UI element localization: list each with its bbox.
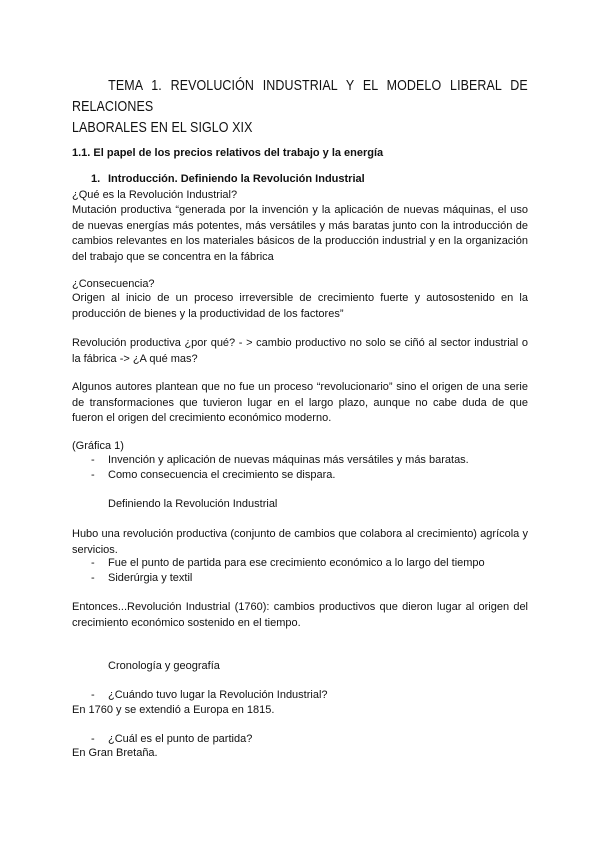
section-heading: 1.1. El papel de los precios relativos del trabajo y la energía bbox=[72, 147, 384, 159]
question-starting-point: ¿Cuál es el punto de partida? bbox=[108, 733, 253, 745]
bullet-dash: - bbox=[91, 469, 95, 481]
subsection-number: 1. bbox=[91, 173, 101, 185]
productive-changes-paragraph: Hubo una revolución productiva (conjunto de cambios que colabora al crecimiento) agrícola y servicios. bbox=[72, 528, 528, 556]
conclusion-paragraph: Entonces...Revolución Industrial (1760): cambios productivos que dieron lugar al origen del crecimiento económico sostenido en el tiempo. bbox=[72, 601, 528, 629]
list-item: Como consecuencia el crecimiento se dispara. bbox=[108, 469, 336, 481]
bullet-dash: - bbox=[91, 733, 95, 745]
productive-revolution-paragraph: Revolución productiva ¿por qué? - > cambio productivo no solo se ciñó al sector industrial o la fábrica -> ¿A qué mas? bbox=[72, 337, 528, 365]
bullet-dash: - bbox=[91, 557, 95, 569]
question-when: ¿Cuándo tuvo lugar la Revolución Industrial? bbox=[108, 689, 328, 701]
indented-heading-defining: Definiendo la Revolución Industrial bbox=[108, 498, 278, 510]
question-consequence: ¿Consecuencia? bbox=[72, 278, 155, 290]
title-line-1: TEMA 1. REVOLUCIÓN INDUSTRIAL Y EL MODELO LIBERAL DE RELACIONES bbox=[72, 78, 528, 115]
document-title bbox=[72, 76, 528, 139]
question-what-is: ¿Qué es la Revolución Industrial? bbox=[72, 189, 238, 201]
definition-paragraph: Mutación productiva “generada por la invención y la aplicación de nuevas máquinas, el uso de nuevas energías más potentes, más versátiles y más baratas junto con la introducción de cambios relevantes en los materiales básicos de la producción industrial y en la organización del trabajo que se concentra en la fábrica bbox=[72, 204, 528, 263]
answer-when: En 1760 y se extendió a Europa en 1815. bbox=[72, 704, 275, 716]
bullet-dash: - bbox=[91, 454, 95, 466]
list-item: Siderúrgia y textil bbox=[108, 572, 193, 584]
authors-paragraph: Algunos autores plantean que no fue un proceso “revolucionario” sino el origen de una serie de transformaciones que tuvieron lugar en el largo plazo, aunque no cabe duda de que fueron el origen del crecimiento económico moderno. bbox=[72, 381, 528, 424]
consequence-paragraph: Origen al inicio de un proceso irreversible de crecimiento fuerte y autosostenido en la producción de bienes y la productividad de los factores” bbox=[72, 292, 528, 320]
list-item: Fue el punto de partida para ese crecimiento económico a lo largo del tiempo bbox=[108, 557, 485, 569]
title-line-2: LABORALES EN EL SIGLO XIX bbox=[72, 120, 253, 136]
graph-reference: (Gráfica 1) bbox=[72, 440, 124, 452]
bullet-dash: - bbox=[91, 689, 95, 701]
indented-heading-chronology: Cronología y geografía bbox=[108, 660, 220, 672]
list-item: Invención y aplicación de nuevas máquinas más versátiles y más baratas. bbox=[108, 454, 469, 466]
bullet-dash: - bbox=[91, 572, 95, 584]
answer-starting-point: En Gran Bretaña. bbox=[72, 747, 158, 759]
subsection-heading: Introducción. Definiendo la Revolución Industrial bbox=[108, 173, 365, 185]
